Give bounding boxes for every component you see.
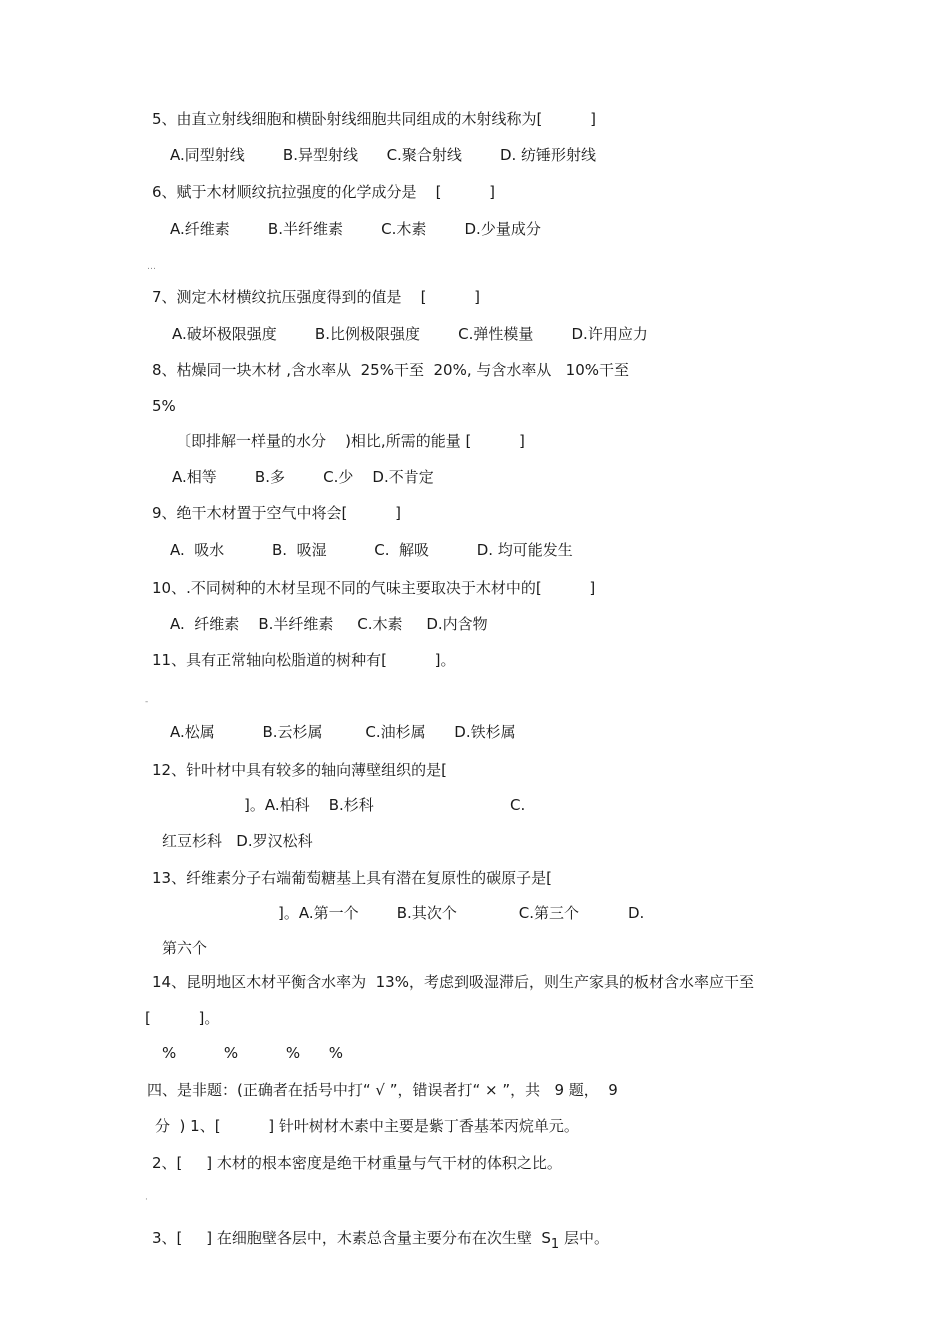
question-12: 12、针叶材中具有较多的轴向薄壁组织的是[: [152, 761, 447, 779]
question-6-options: A.纤维素 B.半纤维素 C.木素 D.少量成分: [170, 220, 541, 238]
question-9-options: A. 吸水 B. 吸湿 C. 解吸 D. 均可能发生: [170, 541, 573, 559]
true-false-3-text-end: 层中。: [559, 1229, 609, 1247]
question-6: 6、赋于木材顺纹抗拉强度的化学成分是 [ ]: [152, 183, 496, 201]
question-8: 8、枯燥同一块木材 ,含水率从 25%干至 20%, 与含水率从 10%干至: [152, 361, 630, 379]
question-5: 5、由直立射线细胞和横卧射线细胞共同组成的木射线称为[ ]: [152, 110, 596, 128]
question-8-continuation-2: 〔即排解一样量的水分 )相比,所需的能量 [ ]: [176, 432, 525, 450]
question-10: 10、.不同树种的木材呈现不同的气味主要取决于木材中的[ ]: [152, 579, 596, 597]
question-13-option-d: D.: [628, 904, 645, 922]
question-13-continuation: 第六个: [162, 939, 208, 957]
question-12-option-c: C.: [510, 796, 526, 814]
stray-mark-3: ·: [145, 1195, 148, 1205]
stray-mark-2: -: [145, 697, 149, 707]
question-10-options: A. 纤维素 B.半纤维素 C.木素 D.内含物: [170, 615, 488, 633]
question-13: 13、纤维素分子右端葡萄糖基上具有潜在复原性的碳原子是[: [152, 869, 552, 887]
question-12-continuation: 红豆杉科 D.罗汉松科: [162, 832, 313, 850]
question-14: 14、昆明地区木材平衡含水率为 13%，考虑到吸湿滞后，则生产家具的板材含水率应干至: [152, 973, 754, 991]
question-7: 7、测定木材横纹抗压强度得到的值是 [ ]: [152, 288, 481, 306]
true-false-1: 分 ) 1、[ ] 针叶树材木素中主要是紫丁香基苯丙烷单元。: [155, 1117, 579, 1135]
question-7-options: A.破坏极限强度 B.比例极限强度 C.弹性模量 D.许用应力: [172, 325, 648, 343]
section-4-heading: 四、是非题：(正确者在括号中打“ √ ”，错误者打“ × ”，共 9 题， 9: [147, 1081, 618, 1099]
question-8-options: A.相等 B.多 C.少 D.不肯定: [172, 468, 434, 486]
true-false-2: 2、[ ] 木材的根本密度是绝干材重量与气干材的体积之比。: [152, 1154, 562, 1172]
subscript-layer: 1: [550, 1237, 560, 1252]
question-14-options: % % % %: [162, 1044, 343, 1062]
true-false-3-text: 3、[ ] 在细胞壁各层中，木素总含量主要分布在次生壁 S: [152, 1229, 551, 1247]
question-14-continuation: [ ]。: [145, 1009, 220, 1027]
true-false-3: [152, 1228, 609, 1252]
question-12-options-ab: ]。A.柏科 B.杉科: [244, 796, 374, 814]
question-5-options: A.同型射线 B.异型射线 C.聚合射线 D. 纺锤形射线: [170, 146, 597, 164]
stray-mark-1: …: [147, 262, 156, 272]
question-13-options-abc: ]。A.第一个 B.其次个 C.第三个: [278, 904, 580, 922]
question-8-continuation: 5%: [152, 397, 176, 415]
question-11: 11、具有正常轴向松脂道的树种有[ ]。: [152, 651, 456, 669]
question-11-options: A.松属 B.云杉属 C.油杉属 D.铁杉属: [170, 723, 516, 741]
question-9: 9、绝干木材置于空气中将会[ ]: [152, 504, 401, 522]
